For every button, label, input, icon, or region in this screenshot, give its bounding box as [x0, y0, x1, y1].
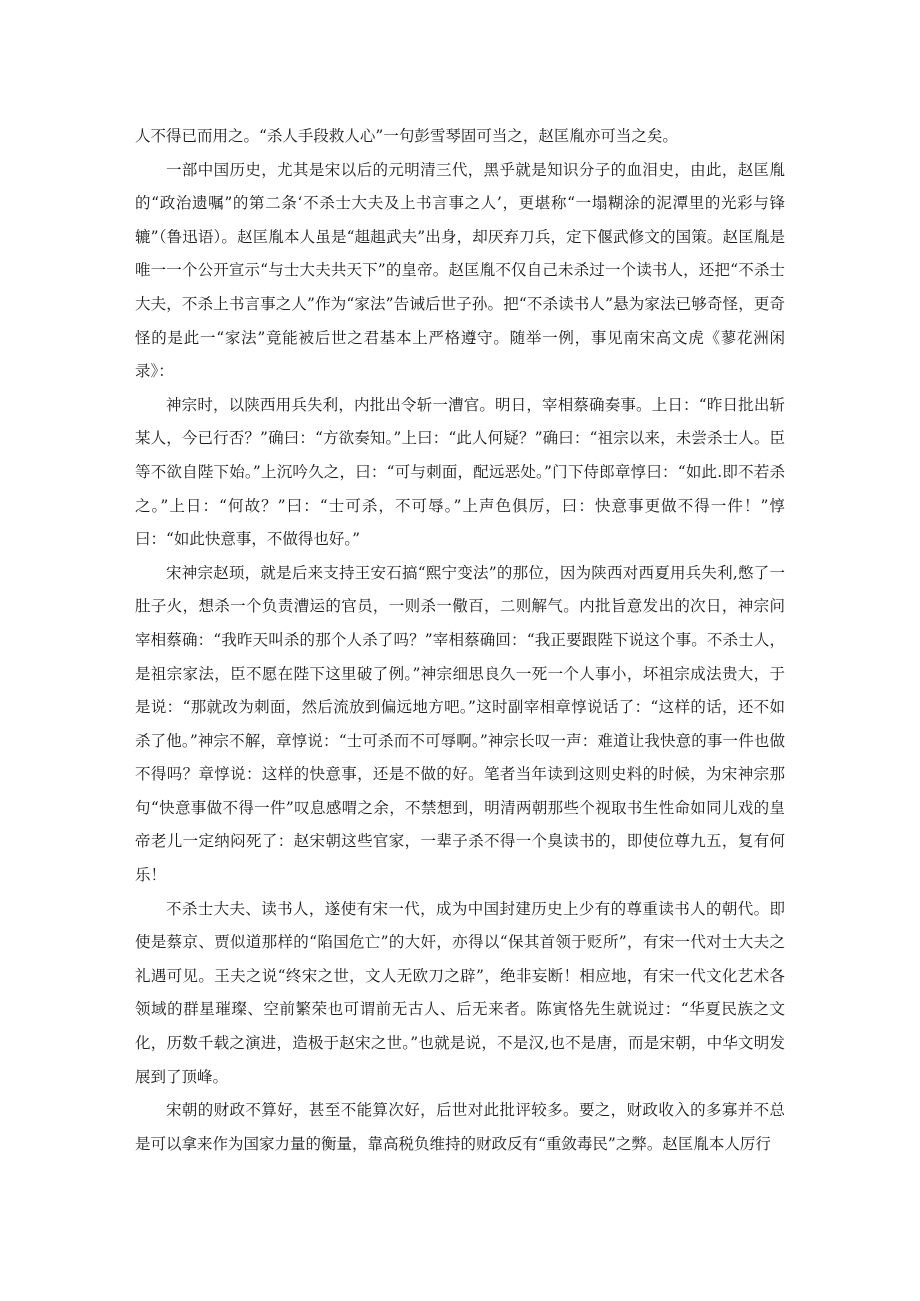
paragraph-quoted-anecdote: 神宗时，以陕西用兵失利，内批出令斩一漕官。明日，宰相蔡确奏事。上日：“昨日批出斩某人，今已行否？”确曰：“方欲奏知。”上曰：“此人何疑？”确曰：“祖宗以来，未尝杀士人。臣等不欲自陛下始。”上沉吟久之，曰：“可与刺面，配远恶处。”门下侍郎章惇曰：“如此.即不若杀之。”上日：“何故？”曰：“士可杀，不可辱。”上声色俱厉，曰：快意事更做不得一件！”惇曰：“如此快意事，不做得也好。” [135, 395, 785, 549]
paragraph-chinese-history: 一部中国历史，尤其是宋以后的元明清三代，黑乎就是知识分子的血泪史，由此，赵匡胤的“政治遗嘱”的第二条‘不杀士大夫及上书言事之人’，更堪称“一塌糊涂的泥潭里的光彩与锋辘”（鲁迅语）。赵匡胤本人虽是“趄趄武夫”出身，却厌弃刀兵，定下偃武修文的国策。赵匡胤是唯一一个公开宣示“与士大夫共天下”的皇帝。赵匡胤不仅自己未杀过一个读书人，还把“不杀士大夫，不杀上书言事之人”作为“家法”告诫后世子孙。把“不杀读书人”悬为家法已够奇怪，更奇怪的是此一“家法”竟能被后世之君基本上严格遵守。随举一例，事见南宋高文虎《蓼花洲闲录》： [135, 160, 785, 381]
paragraph-song-culture: 不杀士大夫、读书人，遂使有宋一代，成为中国封建历史上少有的尊重读书人的朝代。即使是蔡京、贾似道那样的“陷国危亡”的大奸，亦得以“保其首领于贬所”，有宋一代对士大夫之礼遇可见。王夫之说“终宋之世，文人无欧刀之辟”，绝非妄断！相应地，有宋一代文化艺术各领域的群星璀璨、空前繁荣也可谓前无古人、后无来者。陈寅恪先生就说过：“华夏民族之文化，历数千载之演进，造极于赵宋之世。”也就是说，不是汉,也不是唐，而是宋朝，中华文明发展到了顶峰。 [135, 899, 785, 1086]
paragraph-continuation: 人不得已而用之。“杀人手段救人心”一句彭雪琴固可当之，赵匡胤亦可当之矣。 [135, 127, 678, 145]
paragraph-shenzong-story: 宋神宗赵顼，就是后来支持王安石搞“熙宁变法”的那位，因为陕西对西夏用兵失利,憋了一肚子火，想杀一个负责漕运的官员，一则杀一儆百，二则解气。内批旨意发出的次日，神宗问宰相蔡确：“我昨天叫杀的那个人杀了吗？”宰相蔡确回：“我正要跟陛下说这个事。不杀士人，是祖宗家法，臣不愿在陛下这里破了例。”神宗细思良久一死一个人事小，坏祖宗成法贵大，于是说：“那就改为刺面，然后流放到偏远地方吧。”这时副宰相章惇说话了：“这样的话，还不如杀了他。”神宗不解，章惇说：“士可杀而不可辱啊。”神宗长叹一声：难道让我快意的事一件也做不得吗？章惇说：这样的快意事，还是不做的好。笔者当年读到这则史料的时候，为宋神宗那句“快意事做不得一件”叹息感喟之余，不禁想到，明清两朝那些个视取书生性命如同儿戏的皇帝老儿一定纳闷死了：赵宋朝这些官家，一辈子杀不得一个臭读书的，即使位尊九五，复有何乐！ [135, 563, 785, 885]
document-page [135, 120, 785, 1161]
paragraph-song-finance: 宋朝的财政不算好，甚至不能算次好，后世对此批评较多。要之，财政收入的多寡并不总是可以拿来作为国家力量的衡量，靠高税负维持的财政反有“重敛毒民”之弊。赵匡胤本人厉行 [135, 1101, 785, 1153]
